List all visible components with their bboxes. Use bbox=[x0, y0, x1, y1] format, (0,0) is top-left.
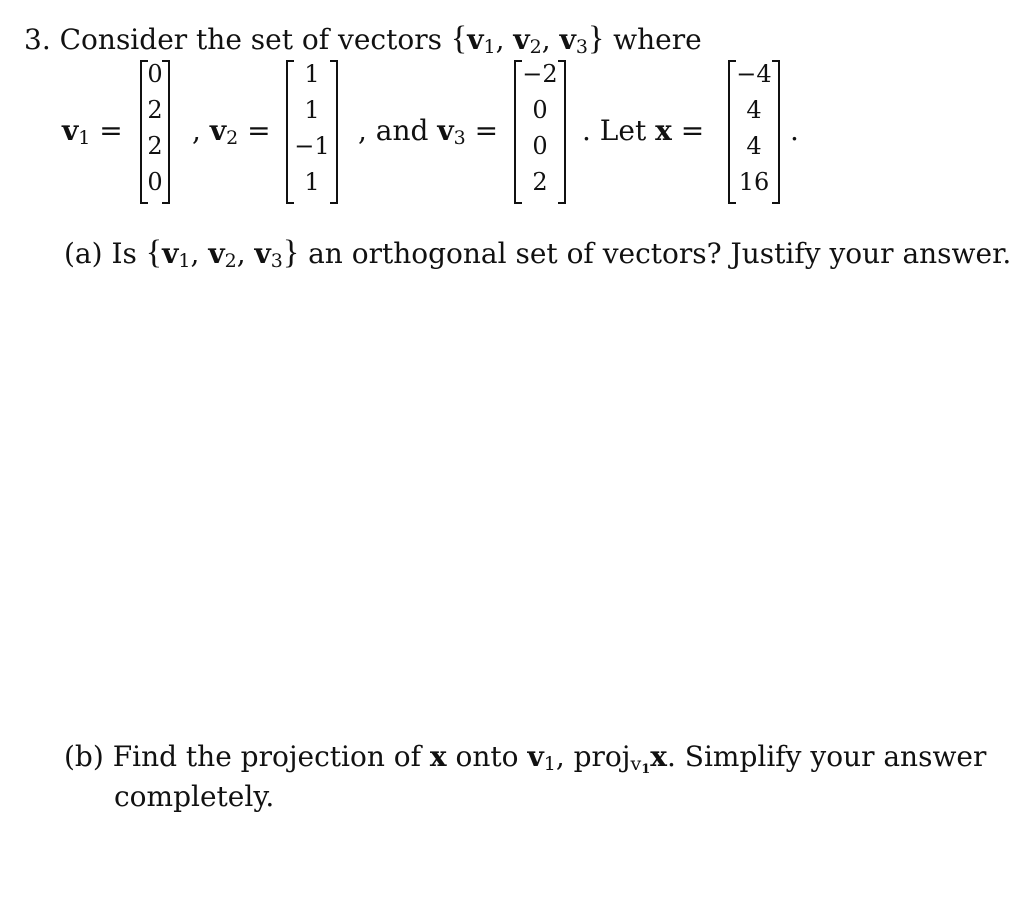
problem-number: 3. bbox=[24, 23, 51, 56]
part-b-proj-x: x bbox=[650, 740, 667, 773]
v3-prefix: , and bbox=[358, 114, 429, 147]
v3-entry-4: 2 bbox=[532, 168, 548, 196]
v2-entry-1: 1 bbox=[304, 60, 320, 88]
part-a-close-brace: } bbox=[282, 234, 300, 271]
v2-entry-4: 1 bbox=[304, 168, 320, 196]
v2-equals: = bbox=[247, 114, 271, 147]
x-label bbox=[582, 114, 704, 148]
v3-symbol: v bbox=[437, 114, 454, 147]
v1-entry-4: 0 bbox=[147, 168, 163, 196]
v1-entry-1: 0 bbox=[147, 60, 163, 88]
part-a-v1: v bbox=[162, 237, 179, 270]
v3-sub: 3 bbox=[453, 127, 466, 149]
set-v3: v bbox=[559, 23, 576, 56]
set-v1: v bbox=[467, 23, 484, 56]
part-b-proj: proj bbox=[573, 740, 631, 773]
problem-where: where bbox=[613, 23, 702, 56]
set-v2-sub: 2 bbox=[529, 36, 542, 58]
part-a-comma-1: , bbox=[190, 237, 200, 270]
part-a-v3: v bbox=[254, 237, 271, 270]
part-a-v1-sub: 1 bbox=[178, 250, 191, 272]
x-entry-2: 4 bbox=[746, 96, 762, 124]
part-b-label: (b) bbox=[64, 740, 104, 773]
v2-sub: 2 bbox=[226, 127, 239, 149]
part-a bbox=[64, 236, 1011, 278]
v3-matrix bbox=[514, 60, 566, 204]
part-b-v1-sub: 1 bbox=[543, 753, 556, 775]
x-entry-4: 16 bbox=[738, 168, 770, 196]
v3-equals: = bbox=[474, 114, 499, 147]
v2-entry-2: 1 bbox=[304, 96, 320, 124]
v1-sub: 1 bbox=[78, 127, 91, 149]
part-a-v2: v bbox=[208, 237, 225, 270]
set-open-brace: { bbox=[450, 20, 468, 57]
part-b-proj-sub-v: v bbox=[630, 753, 642, 775]
v3-label bbox=[358, 114, 498, 155]
x-equals: = bbox=[680, 114, 705, 147]
part-a-open-brace: { bbox=[145, 234, 163, 271]
x-symbol: x bbox=[655, 114, 672, 147]
problem-intro: Consider the set of vectors bbox=[59, 23, 442, 56]
part-b-v1: v bbox=[527, 740, 544, 773]
part-a-v2-sub: 2 bbox=[224, 250, 237, 272]
v2-prefix: , bbox=[192, 114, 201, 147]
set-close-brace: } bbox=[587, 20, 605, 57]
part-a-text-before: Is bbox=[111, 237, 137, 270]
part-b-text-after: . Simplify your answer bbox=[666, 740, 987, 773]
part-b-line-1: (b) Find the projection of x onto $v_1$, proj$_{v1}$x. Simplify your answer bbox=[64, 740, 987, 777]
v1-matrix bbox=[140, 60, 170, 204]
v3-entry-3: 0 bbox=[532, 132, 548, 160]
v3-entry-1: −2 bbox=[522, 60, 558, 88]
x-matrix bbox=[728, 60, 780, 204]
part-a-text-after: an orthogonal set of vectors? Justify your answer. bbox=[308, 237, 1012, 270]
part-b-text-before: Find the projection of bbox=[112, 740, 422, 773]
part-b-line-2: completely. bbox=[114, 780, 275, 813]
v1-entry-2: 2 bbox=[147, 96, 163, 124]
part-b-proj-sub-1: 1 bbox=[641, 762, 651, 777]
v1-equals: = bbox=[99, 114, 123, 147]
set-comma-2: , bbox=[541, 23, 551, 56]
part-b-proj-sub bbox=[630, 753, 650, 775]
v1-symbol: v bbox=[62, 114, 79, 147]
v2-entry-3: −1 bbox=[294, 132, 330, 160]
x-entry-1: −4 bbox=[736, 60, 772, 88]
part-a-label: (a) bbox=[64, 237, 103, 270]
v1-entry-3: 2 bbox=[147, 132, 163, 160]
v2-label bbox=[192, 114, 271, 155]
set-v2: v bbox=[513, 23, 530, 56]
part-b-onto: onto bbox=[455, 740, 519, 773]
set-v1-sub: 1 bbox=[483, 36, 496, 58]
x-prefix: . Let bbox=[582, 114, 647, 147]
set-v3-sub: 3 bbox=[575, 36, 588, 58]
part-a-v3-sub: 3 bbox=[270, 250, 283, 272]
part-a-comma-2: , bbox=[236, 237, 246, 270]
v2-matrix bbox=[286, 60, 338, 204]
v3-entry-2: 0 bbox=[532, 96, 548, 124]
v2-symbol: v bbox=[209, 114, 227, 147]
x-suffix: . bbox=[790, 114, 799, 147]
v1-label bbox=[62, 114, 123, 155]
problem-header bbox=[24, 22, 702, 64]
set-comma-1: , bbox=[495, 23, 505, 56]
x-entry-3: 4 bbox=[746, 132, 762, 160]
part-b-x: x bbox=[429, 740, 447, 773]
